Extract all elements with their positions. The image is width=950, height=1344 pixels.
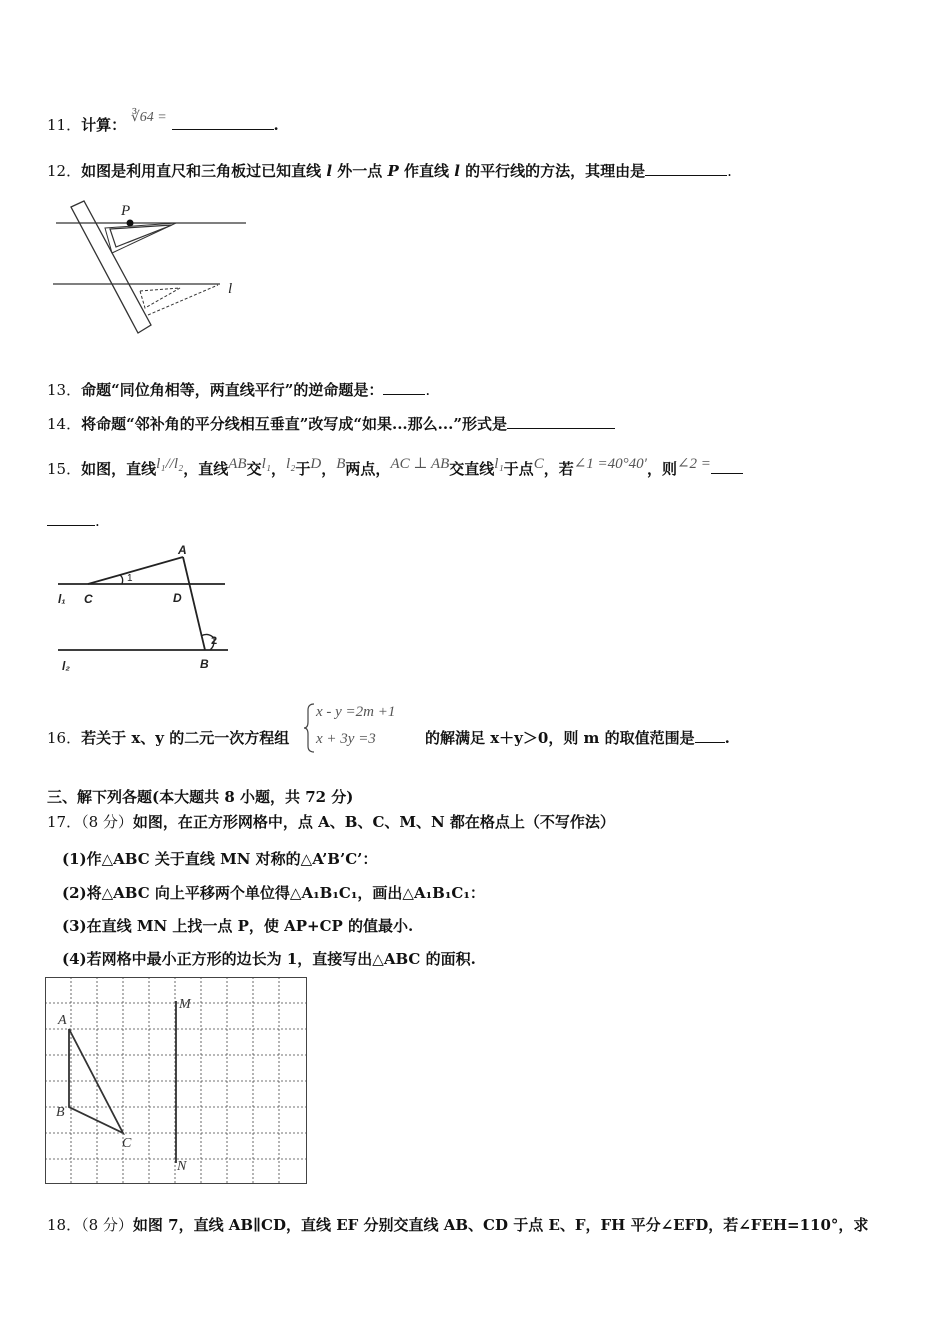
question-15-cont bbox=[47, 510, 100, 532]
q12-text-c: 作直线 bbox=[398, 162, 455, 180]
question-18 bbox=[47, 1214, 868, 1236]
q15-t5: 于 bbox=[295, 460, 311, 478]
q16-brace bbox=[303, 702, 317, 754]
q12-label-l: l bbox=[228, 281, 233, 297]
q16-answer-blank[interactable] bbox=[695, 728, 725, 743]
q15-t4: ， bbox=[270, 460, 286, 478]
q15-t9: 于点 bbox=[503, 460, 534, 478]
q15-t6: ， bbox=[321, 460, 337, 478]
q15-m6: B bbox=[336, 456, 346, 472]
q17-item-2: (2)将△ABC 向上平移两个单位得△A₁B₁C₁，画出△A₁B₁C₁： bbox=[62, 884, 485, 902]
q17-text: 如图，在正方形网格中，点 A、B、C、M、N 都在格点上（不写作法） bbox=[132, 813, 615, 831]
q12-answer-blank[interactable] bbox=[645, 161, 727, 176]
q12-figure bbox=[48, 195, 248, 340]
q15-t10: ，若 bbox=[543, 460, 574, 478]
q17-label-a: A bbox=[58, 1013, 67, 1028]
question-15 bbox=[47, 458, 743, 481]
q13-number: 13． bbox=[47, 381, 82, 399]
q15-m4: l₂ bbox=[285, 456, 296, 472]
q15-label-b: B bbox=[200, 657, 209, 671]
q15-m1: l₁//l₂ bbox=[156, 456, 184, 472]
q15-m9: C bbox=[533, 456, 544, 472]
q15-label-angle-1: 1 bbox=[127, 573, 133, 584]
q11-number: 11． bbox=[47, 116, 82, 134]
q17-item-3: (3)在直线 MN 上找一点 P，使 AP+CP 的值最小. bbox=[62, 917, 414, 935]
q11-answer-blank[interactable] bbox=[172, 115, 274, 130]
q12-var-l: l bbox=[326, 162, 333, 180]
q16-number: 16． bbox=[47, 729, 82, 747]
q12-dashed-edge bbox=[148, 285, 218, 315]
q15-label-angle-2: 2 bbox=[211, 635, 218, 647]
q12-end: . bbox=[727, 162, 732, 180]
q13-text: 命题“同位角相等，两直线平行”的逆命题是： bbox=[81, 381, 384, 399]
q16-equation-1: x - y =2m +1 bbox=[316, 704, 396, 720]
question-16 bbox=[47, 727, 289, 749]
q15-m5: D bbox=[310, 456, 322, 472]
q16-end: . bbox=[724, 729, 730, 747]
q17-grid-figure bbox=[45, 977, 309, 1185]
q12-triangle-top bbox=[110, 225, 172, 247]
q11-text: 计算： bbox=[81, 116, 127, 134]
q13-end: . bbox=[425, 381, 431, 399]
q15-label-c: C bbox=[84, 592, 93, 606]
q18-score: （8 分） bbox=[81, 1216, 133, 1234]
q12-var-l2: l bbox=[454, 162, 460, 180]
q14-text: 将命题“邻补角的平分线相互垂直”改写成“如果...那么...”形式是 bbox=[81, 415, 507, 433]
q15-t7: 两点， bbox=[345, 460, 391, 478]
q15-end: . bbox=[95, 512, 100, 530]
q12-text-a: 如图是利用直尺和三角板过已知直线 bbox=[81, 162, 327, 180]
q15-m7: AC ⊥ AB bbox=[390, 456, 450, 472]
q14-number: 14． bbox=[47, 415, 82, 433]
q12-text-d: 的平行线的方法，其理由是 bbox=[459, 162, 646, 180]
q18-number: 18． bbox=[47, 1216, 82, 1234]
q15-angle-1-arc bbox=[120, 575, 123, 584]
q18-text: 如图 7，直线 AB∥CD，直线 EF 分别交直线 AB、CD 于点 E、F，FH 平分∠EFD，若∠FEH=110°，求 bbox=[132, 1216, 869, 1234]
q12-point-p bbox=[127, 220, 134, 227]
q12-var-p: P bbox=[387, 162, 399, 180]
q15-m11: ∠2 = bbox=[676, 456, 711, 472]
q17-item-4: (4)若网格中最小正方形的边长为 1，直接写出△ABC 的面积. bbox=[62, 950, 476, 968]
q17-label-b: B bbox=[56, 1105, 65, 1120]
q15-m3: l₁ bbox=[261, 456, 271, 472]
q17-label-c: C bbox=[122, 1136, 132, 1151]
q11-end: . bbox=[273, 116, 279, 134]
q16-text-b: 的解满足 x＋y＞0，则 m 的取值范围是 bbox=[425, 729, 695, 747]
q17-label-n: N bbox=[177, 1159, 187, 1174]
q15-m8: l₁ bbox=[494, 456, 504, 472]
q15-answer-blank-1[interactable] bbox=[711, 459, 743, 474]
q15-figure bbox=[52, 540, 232, 675]
q16-text-a: 若关于 x、y 的二元一次方程组 bbox=[81, 729, 290, 747]
q17-score: （8 分） bbox=[81, 813, 133, 831]
q15-label-l1: l₁ bbox=[58, 592, 66, 606]
q15-m10: ∠1 =40°40′ bbox=[573, 456, 647, 472]
q15-number: 15． bbox=[47, 460, 82, 478]
q15-t8: 交直线 bbox=[449, 460, 495, 478]
q15-label-a: A bbox=[178, 543, 187, 557]
q13-answer-blank[interactable] bbox=[383, 380, 425, 395]
question-13 bbox=[47, 379, 430, 401]
question-14 bbox=[47, 413, 615, 435]
question-12 bbox=[47, 160, 732, 182]
question-16-right bbox=[425, 727, 730, 749]
q12-triangle-dashed bbox=[140, 288, 180, 308]
q15-answer-blank-2[interactable] bbox=[47, 511, 95, 526]
q17-item-1: (1)作△ABC 关于直线 MN 对称的△A’B’C’： bbox=[62, 850, 378, 868]
q15-t3: 交 bbox=[246, 460, 262, 478]
q15-segment-ca bbox=[88, 557, 183, 584]
q12-text-b: 外一点 bbox=[332, 162, 388, 180]
q17-label-m: M bbox=[179, 997, 191, 1012]
q17-number: 17． bbox=[47, 813, 82, 831]
question-17 bbox=[47, 811, 615, 833]
q15-t11: ，则 bbox=[646, 460, 677, 478]
q16-equation-2: x + 3y =3 bbox=[316, 731, 376, 747]
q12-ruler bbox=[71, 201, 151, 333]
q14-answer-blank[interactable] bbox=[507, 414, 615, 429]
q11-expression: ∛64 = bbox=[130, 110, 167, 125]
q15-label-d: D bbox=[173, 591, 182, 605]
q15-t1: 如图，直线 bbox=[81, 460, 157, 478]
q12-number: 12． bbox=[47, 162, 82, 180]
q15-label-l2: l₂ bbox=[62, 659, 70, 673]
question-11 bbox=[47, 110, 279, 138]
section-3-title: 三、解下列各题(本大题共 8 小题，共 72 分) bbox=[47, 788, 354, 806]
q15-t2: ，直线 bbox=[183, 460, 229, 478]
q12-label-p: P bbox=[121, 203, 131, 219]
q15-m2: AB bbox=[228, 456, 247, 472]
